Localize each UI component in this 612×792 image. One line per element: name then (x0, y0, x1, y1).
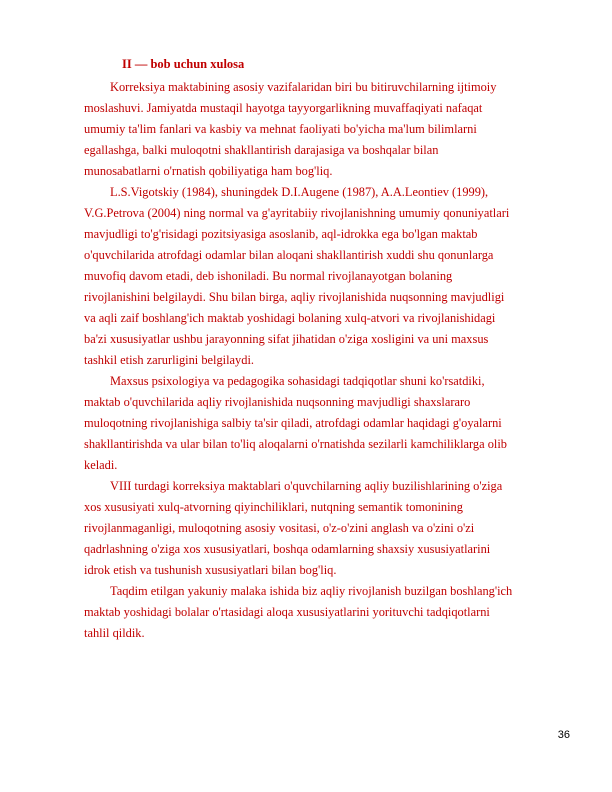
text-line: shakllantirishda va ular bilan to'liq aloqalarni o'rnatishda sezilarli kamchiliklarga olib (84, 437, 507, 451)
text-line: ba'zi xususiyatlar ushbu jarayonning sifat jihatidan o'ziga xosligini va uni maxsus (84, 332, 489, 346)
text-line: VIII turdagi korreksiya maktablari o'quvchilarning aqliy buzilishlarining o'ziga (110, 479, 503, 493)
text-line: L.S.Vigotskiy (1984), shuningdek D.I.Augene (1987), A.A.Leontiev (1999), (110, 185, 489, 199)
text-line: egallashga, balki muloqotni shakllantirish darajasiga va boshqalar bilan (84, 143, 439, 157)
text-line: munosabatlarni o'rnatish qobiliyatiga ham bog'liq. (84, 164, 333, 178)
text-line: Taqdim etilgan yakuniy malaka ishida biz aqliy rivojlanish buzilgan boshlang'ich (110, 584, 513, 598)
text-line: V.G.Petrova (2004) ning normal va g'ayritabiiy rivojlanishning umumiy qonuniyatlari (84, 206, 510, 220)
text-line: o'quvchilarida atrofdagi odamlar bilan aloqani shakllantirish xuddi shu qonunlarga (84, 248, 494, 262)
text-line: maktab o'quvchilarida aqliy rivojlanishida nuqsonning mavjudligi shaxslararo (84, 395, 471, 409)
text-line: tahlil qildik. (84, 626, 145, 640)
text-line: keladi. (84, 458, 118, 472)
text-line: maktab yoshidagi bolalar o'rtasidagi aloqa xususiyatlarini yorituvchi tadqiqotlarni (84, 605, 490, 619)
text-line: mavjudligi to'g'risidagi pozitsiyasiga asoslanib, aql-idrokka ega bo'lgan maktab (84, 227, 478, 241)
text-line: Korreksiya maktabining asosiy vazifalaridan biri bu bitiruvchilarning ijtimoiy (110, 80, 497, 94)
text-line: muloqotning rivojlanishiga salbiy ta'sir qiladi, atrofdagi odamlar haqidagi g'oyalarni (84, 416, 502, 430)
text-line: Maxsus psixologiya va pedagogika sohasidagi tadqiqotlar shuni ko'rsatdiki, (110, 374, 485, 388)
text-line: umumiy ta'lim fanlari va kasbiy va mehnat faoliyati bo'yicha ma'lum bilimlarni (84, 122, 477, 136)
text-line: muvofiq davom etadi, deb ishoniladi. Bu normal rivojlanayotgan bolaning (84, 269, 453, 283)
section-heading: II — bob uchun xulosa (122, 57, 245, 71)
page-number: 36 (557, 729, 570, 741)
text-line: idrok etish va tushunish xususiyatlari bilan bog'liq. (84, 563, 337, 577)
text-line: qadrlashning o'ziga xos xususiyatlari, boshqa odamlarning shaxsiy xususiyatlarini (84, 542, 491, 556)
text-line: rivojlanishini belgilaydi. Shu bilan birga, aqliy rivojlanishida nuqsonning mavjudligi (84, 290, 505, 304)
text-line: tashkil etish zarurligini belgilaydi. (84, 353, 254, 367)
text-line: moslashuvi. Jamiyatda mustaqil hayotga tayyorgarlikning muvaffaqiyati nafaqat (84, 101, 483, 115)
text-line: va aqli zaif boshlang'ich maktab yoshidagi bolaning xulq-atvori va rivojlanishidagi (84, 311, 496, 325)
text-line: xos xususiyati xulq-atvorning qiyinchiliklari, nutqning semantik tomonining (84, 500, 463, 514)
text-line: rivojlanmaganligi, muloqotning asosiy vositasi, o'z-o'zini anglash va o'zini o'zi (84, 521, 475, 535)
